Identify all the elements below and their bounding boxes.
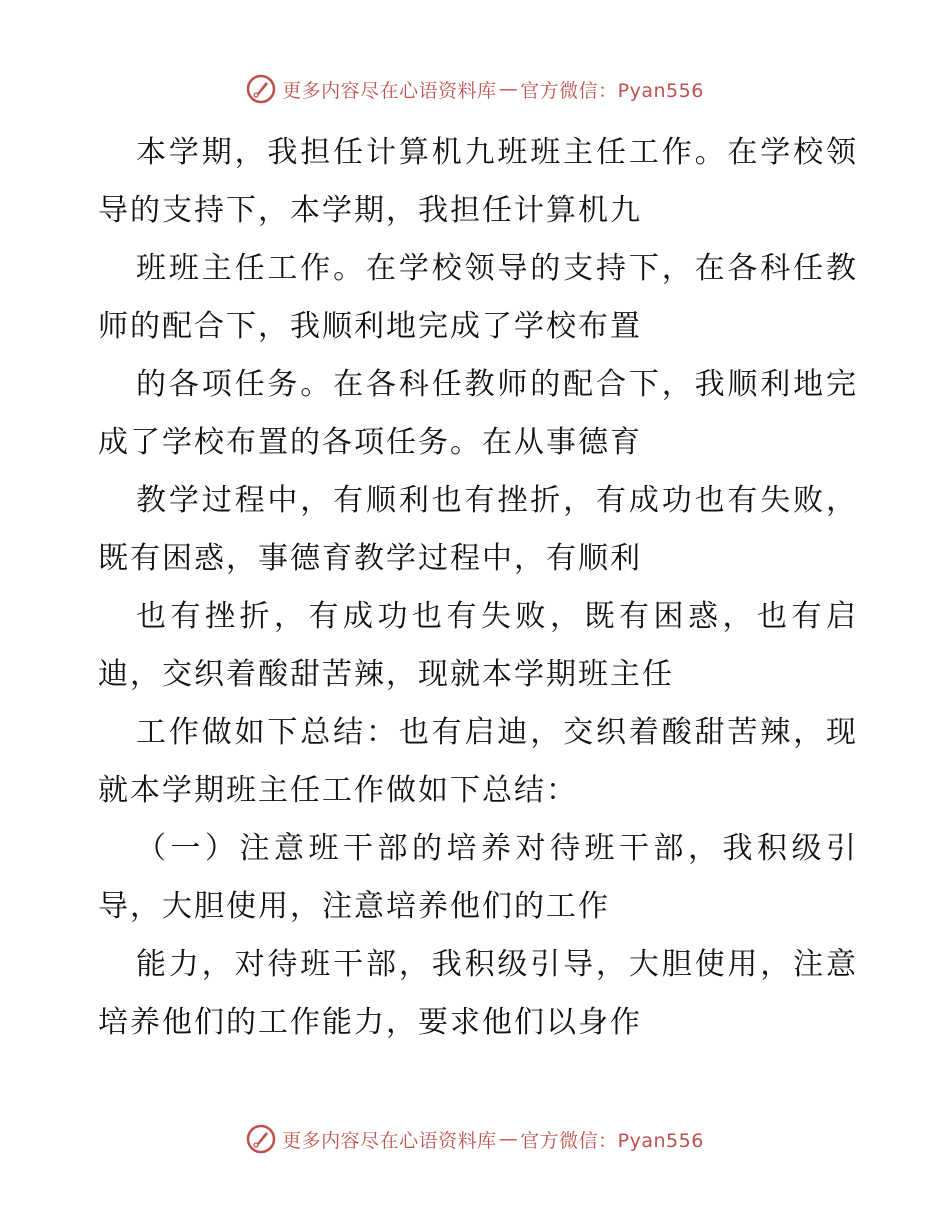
paragraph: 班班主任工作。在学校领导的支持下，在各科任教师的配合下，我顺利地完成了学校布置 — [98, 251, 858, 344]
paragraph: 的各项任务。在各科任教师的配合下，我顺利地完成了学校布置的各项任务。在从事德育 — [98, 367, 858, 460]
quill-circle-icon — [246, 1124, 276, 1154]
watermark-separator: — — [498, 1128, 519, 1150]
header-watermark — [0, 74, 950, 104]
paragraph: 能力，对待班干部，我积级引导，大胆使用，注意培养他们的工作能力，要求他们以身作 — [98, 947, 858, 1040]
footer-watermark — [0, 1124, 950, 1154]
document-body — [98, 124, 858, 1052]
quill-circle-icon — [246, 74, 276, 104]
watermark-text: 更多内容尽在心语资料库 — [282, 79, 497, 102]
paragraph: 工作做如下总结：也有启迪，交织着酸甜苦辣，现就本学期班主任工作做如下总结： — [98, 715, 858, 808]
paragraph: 也有挫折，有成功也有失败，既有困惑，也有启迪，交织着酸甜苦辣，现就本学期班主任 — [98, 599, 858, 692]
watermark-wechat: 官方微信：Pyan556 — [520, 1129, 704, 1152]
watermark-wechat: 官方微信：Pyan556 — [520, 79, 704, 102]
paragraph: （一）注意班干部的培养对待班干部，我积级引导，大胆使用，注意培养他们的工作 — [98, 831, 858, 924]
watermark-separator: — — [498, 78, 519, 100]
paragraph: 本学期，我担任计算机九班班主任工作。在学校领导的支持下，本学期，我担任计算机九 — [98, 135, 858, 228]
watermark-text: 更多内容尽在心语资料库 — [282, 1129, 497, 1152]
paragraph: 教学过程中，有顺利也有挫折，有成功也有失败，既有困惑，事德育教学过程中，有顺利 — [98, 483, 858, 576]
